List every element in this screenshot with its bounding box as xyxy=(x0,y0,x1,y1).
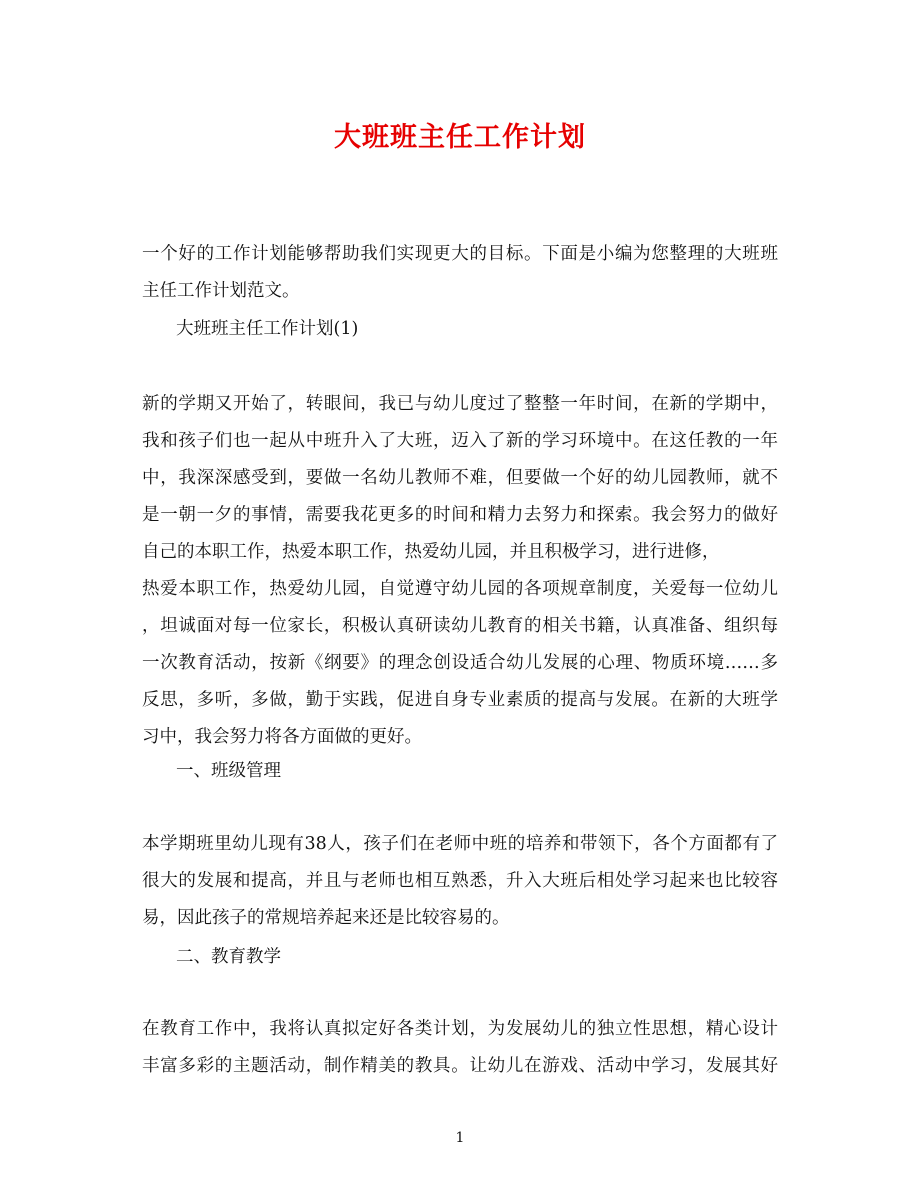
text-line: 很大的发展和提高，并且与老师也相互熟悉，升入大班后相处学习起来也比较容 xyxy=(142,871,778,891)
text-line: 在教育工作中，我将认真拟定好各类计划，为发展幼儿的独立性思想，精心设计 xyxy=(142,1019,778,1039)
document-title: 大班班主任工作计划 xyxy=(334,122,586,153)
text-line: 一次教育活动，按新《纲要》的理念创设适合幼儿发展的心理、物质环境……多 xyxy=(142,653,778,673)
text-line: 易，因此孩子的常规培养起来还是比较容易的。 xyxy=(142,908,510,928)
text-line: 我和孩子们也一起从中班升入了大班，迈入了新的学习环境中。在这任教的一年 xyxy=(142,431,778,451)
section-heading-education: 二、教育教学 xyxy=(176,947,281,967)
text-line: 反思，多听，多做，勤于实践，促进自身专业素质的提高与发展。在新的大班学 xyxy=(142,690,778,710)
paragraph-3 xyxy=(142,1011,778,1085)
page-number: 1 xyxy=(455,1130,465,1146)
text-line: 主任工作计划范文。 xyxy=(142,281,300,301)
paragraph-1 xyxy=(142,386,778,756)
text-line: 热爱本职工作，热爱幼儿园，自觉遵守幼儿园的各项规章制度，关爱每一位幼儿 xyxy=(142,579,778,599)
text-line: ，坦诚面对每一位家长，积极认真研读幼儿教育的相关书籍，认真准备、组织每 xyxy=(142,616,778,636)
plan-subheading: 大班班主任工作计划(1) xyxy=(176,319,359,339)
text-line: 本学期班里幼儿现有38人，孩子们在老师中班的培养和带领下，各个方面都有了 xyxy=(142,834,778,854)
intro-paragraph xyxy=(142,236,778,310)
paragraph-2 xyxy=(142,826,778,937)
text-line: 丰富多彩的主题活动，制作精美的教具。让幼儿在游戏、活动中学习，发展其好 xyxy=(142,1056,778,1076)
text-line: 新的学期又开始了，转眼间，我已与幼儿度过了整整一年时间，在新的学期中， xyxy=(142,394,778,414)
text-line: 是一朝一夕的事情，需要我花更多的时间和精力去努力和探索。我会努力的做好 xyxy=(142,505,778,525)
section-heading-class-management: 一、班级管理 xyxy=(176,761,281,781)
text-line: 中，我深深感受到，要做一名幼儿教师不难，但要做一个好的幼儿园教师，就不 xyxy=(142,468,778,488)
text-line: 自己的本职工作，热爱本职工作，热爱幼儿园，并且积极学习，进行进修， xyxy=(142,542,720,562)
text-line: 习中，我会努力将各方面做的更好。 xyxy=(142,727,422,747)
text-line: 一个好的工作计划能够帮助我们实现更大的目标。下面是小编为您整理的大班班 xyxy=(142,244,778,264)
